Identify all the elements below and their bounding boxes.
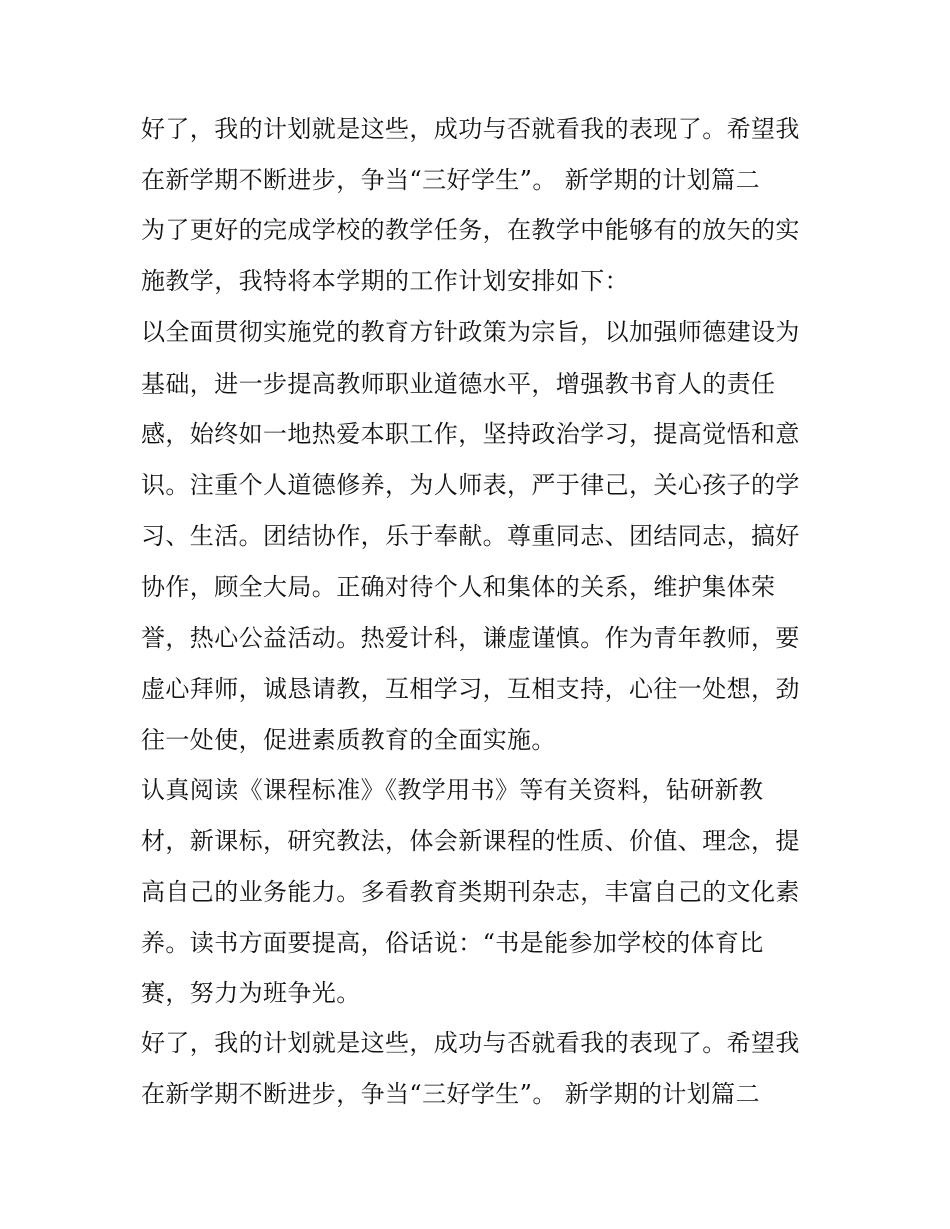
text-line: 施教学，我特将本学期的工作计划安排如下： xyxy=(141,267,629,295)
text-line: 在新学期不断进步，争当“三好学生”。 新学期的计划篇二 xyxy=(141,166,760,194)
text-line: 誉，热心公益活动。热爱计科，谦虚谨慎。作为青年教师，要 xyxy=(141,624,800,652)
text-line: 以全面贯彻实施党的教育方针政策为宗旨，以加强师德建设为 xyxy=(141,318,800,346)
text-line: 在新学期不断进步，争当“三好学生”。 新学期的计划篇二 xyxy=(141,1080,760,1108)
text-line: 认真阅读《课程标准》《教学用书》等有关资料，钻研新教 xyxy=(141,776,764,804)
text-line: 赛，努力为班争光。 xyxy=(141,979,361,1007)
text-line: 养。读书方面要提高，俗话说：“书是能参加学校的体育比 xyxy=(141,929,764,957)
text-line: 感，始终如一地热爱本职工作，坚持政治学习，提高觉悟和意 xyxy=(141,420,800,448)
text-line: 好了，我的计划就是这些，成功与否就看我的表现了。希望我 xyxy=(141,1029,800,1057)
text-line: 为了更好的完成学校的教学任务，在教学中能够有的放矢的实 xyxy=(141,216,800,244)
text-line: 虚心拜师，诚恳请教，互相学习，互相支持，心往一处想，劲 xyxy=(141,675,800,703)
text-line: 习、生活。团结协作，乐于奉献。尊重同志、团结同志，搞好 xyxy=(141,522,800,550)
text-line: 协作，顾全大局。正确对待个人和集体的关系，维护集体荣 xyxy=(141,573,776,601)
text-line: 材，新课标，研究教法，体会新课程的性质、价值、理念，提 xyxy=(141,827,800,855)
text-line: 高自己的业务能力。多看教育类期刊杂志，丰富自己的文化素 xyxy=(141,878,800,906)
text-line: 往一处使，促进素质教育的全面实施。 xyxy=(141,726,556,754)
text-line: 基础，进一步提高教师职业道德水平，增强教书育人的责任 xyxy=(141,370,776,398)
text-line: 识。注重个人道德修养，为人师表，严于律己，关心孩子的学 xyxy=(141,471,800,499)
text-line: 好了，我的计划就是这些，成功与否就看我的表现了。希望我 xyxy=(141,115,800,143)
